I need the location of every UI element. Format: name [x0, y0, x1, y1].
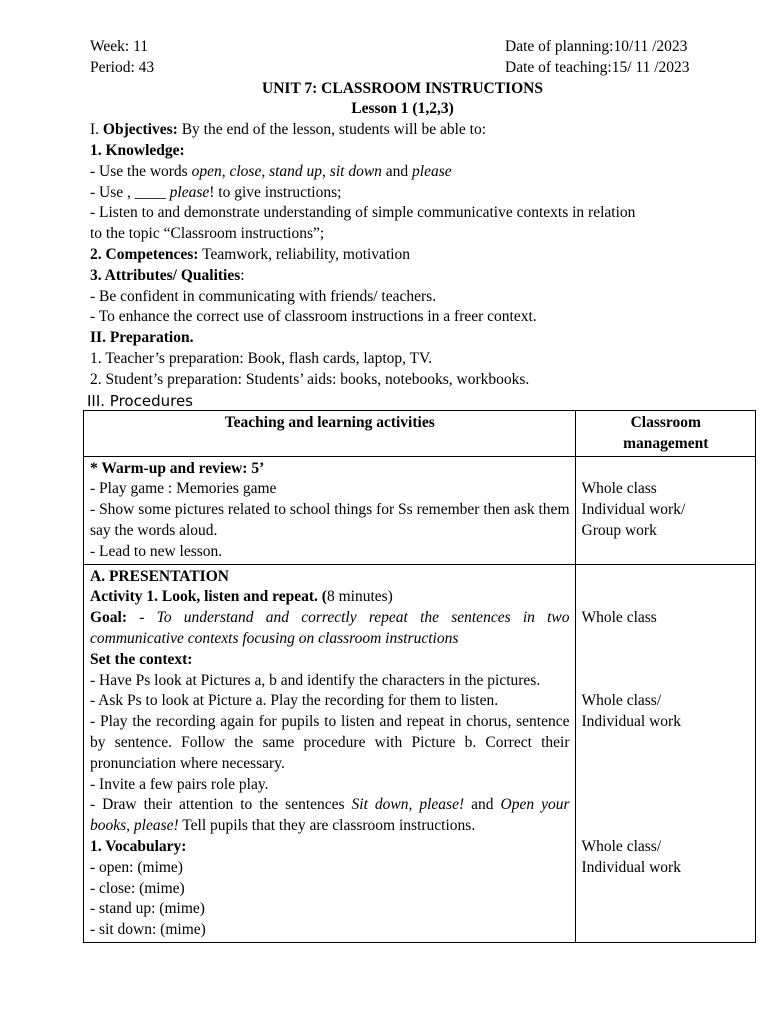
vocab-item: - stand up: (mime)	[90, 900, 205, 918]
presentation-management	[575, 564, 756, 942]
procedure-step-1: - Have Ps look at Pictures a, b and identify the characters in the pictures.	[90, 671, 541, 689]
p5-and: and	[464, 796, 501, 814]
objectives-line	[90, 120, 715, 141]
objectives-prefix: I.	[90, 121, 103, 139]
procedures-table	[83, 410, 756, 943]
header-row-2	[90, 58, 715, 79]
warmup-item-3: - Lead to new lesson.	[90, 542, 223, 560]
warmup-management	[575, 456, 756, 564]
lesson-plan-page	[87, 37, 715, 411]
teacher-preparation: 1. Teacher’s preparation: Book, flash cards, laptop, TV.	[90, 349, 433, 367]
vocab-item: - open: (mime)	[90, 858, 183, 876]
student-preparation: 2. Student’s preparation: Students’ aids: books, notebooks, workbooks.	[90, 370, 530, 388]
knowledge-item-1	[90, 162, 715, 183]
objectives-intro: By the end of the lesson, students will be able to:	[177, 121, 487, 139]
attributes-label: 3. Attributes/ Qualities	[90, 266, 241, 284]
goal-label: Goal:	[90, 609, 128, 627]
header-mgmt-line-1: Classroom	[630, 414, 701, 431]
k2-text: - Use , ____	[90, 183, 170, 201]
k1-word-open: open	[191, 162, 222, 180]
week-label: Week: 11	[90, 38, 149, 55]
knowledge-item-3-line-2: to the topic “Classroom instructions”;	[90, 225, 325, 243]
competences-line	[90, 245, 715, 266]
table-row	[84, 564, 756, 942]
attributes-heading	[90, 266, 715, 287]
k1-word-please: please	[412, 162, 452, 180]
date-of-planning: Date of planning:10/11 /2023	[505, 38, 688, 55]
activity-1-time: 8 minutes)	[326, 588, 393, 606]
warmup-item-1: - Play game : Memories game	[90, 480, 277, 498]
activity-1-label: Activity 1. Look, listen and repeat. (	[90, 588, 327, 606]
set-context-heading: Set the context:	[90, 650, 193, 668]
vocabulary-heading: 1. Vocabulary:	[90, 837, 187, 855]
goal-text: - To understand and correctly repeat the sentences in two communicative contexts focusing on classroom instructions	[90, 609, 570, 647]
p5-text: - Draw their attention to the sentences	[90, 796, 352, 814]
procedure-step-3: - Play the recording again for pupils to listen and repeat in chorus, sentence by sentence. Follow the same procedure with Picture b. Correct their pronunciation where necessary.	[90, 713, 570, 772]
knowledge-heading: 1. Knowledge:	[90, 141, 185, 159]
mgmt-text: Individual work	[581, 858, 681, 876]
attribute-item-1: - Be confident in communicating with friends/ teachers.	[90, 287, 437, 305]
knowledge-item-2	[90, 183, 715, 204]
activity-1-line	[90, 587, 570, 608]
vocab-item: - sit down: (mime)	[90, 921, 206, 939]
warmup-activities	[84, 456, 576, 564]
header-classroom-management	[575, 411, 756, 457]
competences-text: Teamwork, reliability, motivation	[198, 245, 411, 263]
header-mgmt-line-2: management	[623, 434, 709, 452]
mgmt-text: Whole class/	[581, 837, 662, 855]
mgmt-text: Whole class	[581, 480, 657, 498]
warmup-heading: * Warm-up and review: 5’	[90, 459, 265, 477]
p5-text-end: Tell pupils that they are classroom instructions.	[178, 817, 476, 835]
k1-words: close, stand up, sit down	[229, 162, 382, 180]
k2-word-please: please	[169, 183, 210, 201]
lesson-title: Lesson 1 (1,2,3)	[351, 100, 454, 118]
goal-line	[90, 608, 570, 650]
competences-label: 2. Competences:	[90, 245, 199, 263]
k1-and: and	[381, 162, 413, 180]
mgmt-text: Whole class/	[581, 692, 662, 710]
mgmt-text: Whole class	[581, 609, 657, 627]
procedures-heading: III. Procedures	[87, 391, 193, 410]
date-of-teaching: Date of teaching:15/ 11 /2023	[505, 58, 690, 76]
presentation-activities	[84, 564, 576, 942]
unit-title: UNIT 7: CLASSROOM INSTRUCTIONS	[262, 79, 543, 97]
table-header-row	[84, 411, 756, 457]
p5-sentence-2: Open your books, please!	[90, 796, 570, 835]
mgmt-text: Individual work	[581, 713, 681, 731]
table-row	[84, 456, 756, 564]
mgmt-text: Group work	[581, 521, 657, 539]
period-label: Period: 43	[90, 58, 155, 76]
knowledge-item-3-line-1: - Listen to and demonstrate understanding of simple communicative contexts in relation	[90, 204, 636, 222]
vocab-item: - close: (mime)	[90, 879, 185, 897]
attributes-colon: :	[240, 266, 245, 284]
k1-comma: ,	[221, 162, 230, 180]
header-row-1	[90, 37, 715, 58]
objectives-label: Objectives:	[102, 121, 178, 139]
attribute-item-2: - To enhance the correct use of classroom instructions in a freer context.	[90, 308, 537, 326]
k2-text-end: ! to give instructions;	[209, 183, 342, 201]
procedure-step-2: - Ask Ps to look at Picture a. Play the recording for them to listen.	[90, 692, 499, 710]
preparation-heading: II. Preparation.	[90, 329, 194, 347]
mgmt-text: Individual work/	[581, 501, 686, 519]
header-activities: Teaching and learning activities	[84, 411, 576, 457]
k1-text: - Use the words	[90, 162, 192, 180]
p5-sentence-1: Sit down, please!	[351, 796, 465, 814]
procedure-step-4: - Invite a few pairs role play.	[90, 775, 269, 793]
warmup-item-2: - Show some pictures related to school things for Ss remember then ask them say the words aloud.	[90, 501, 570, 539]
procedure-step-5	[90, 795, 570, 837]
presentation-heading: A. PRESENTATION	[90, 567, 229, 585]
